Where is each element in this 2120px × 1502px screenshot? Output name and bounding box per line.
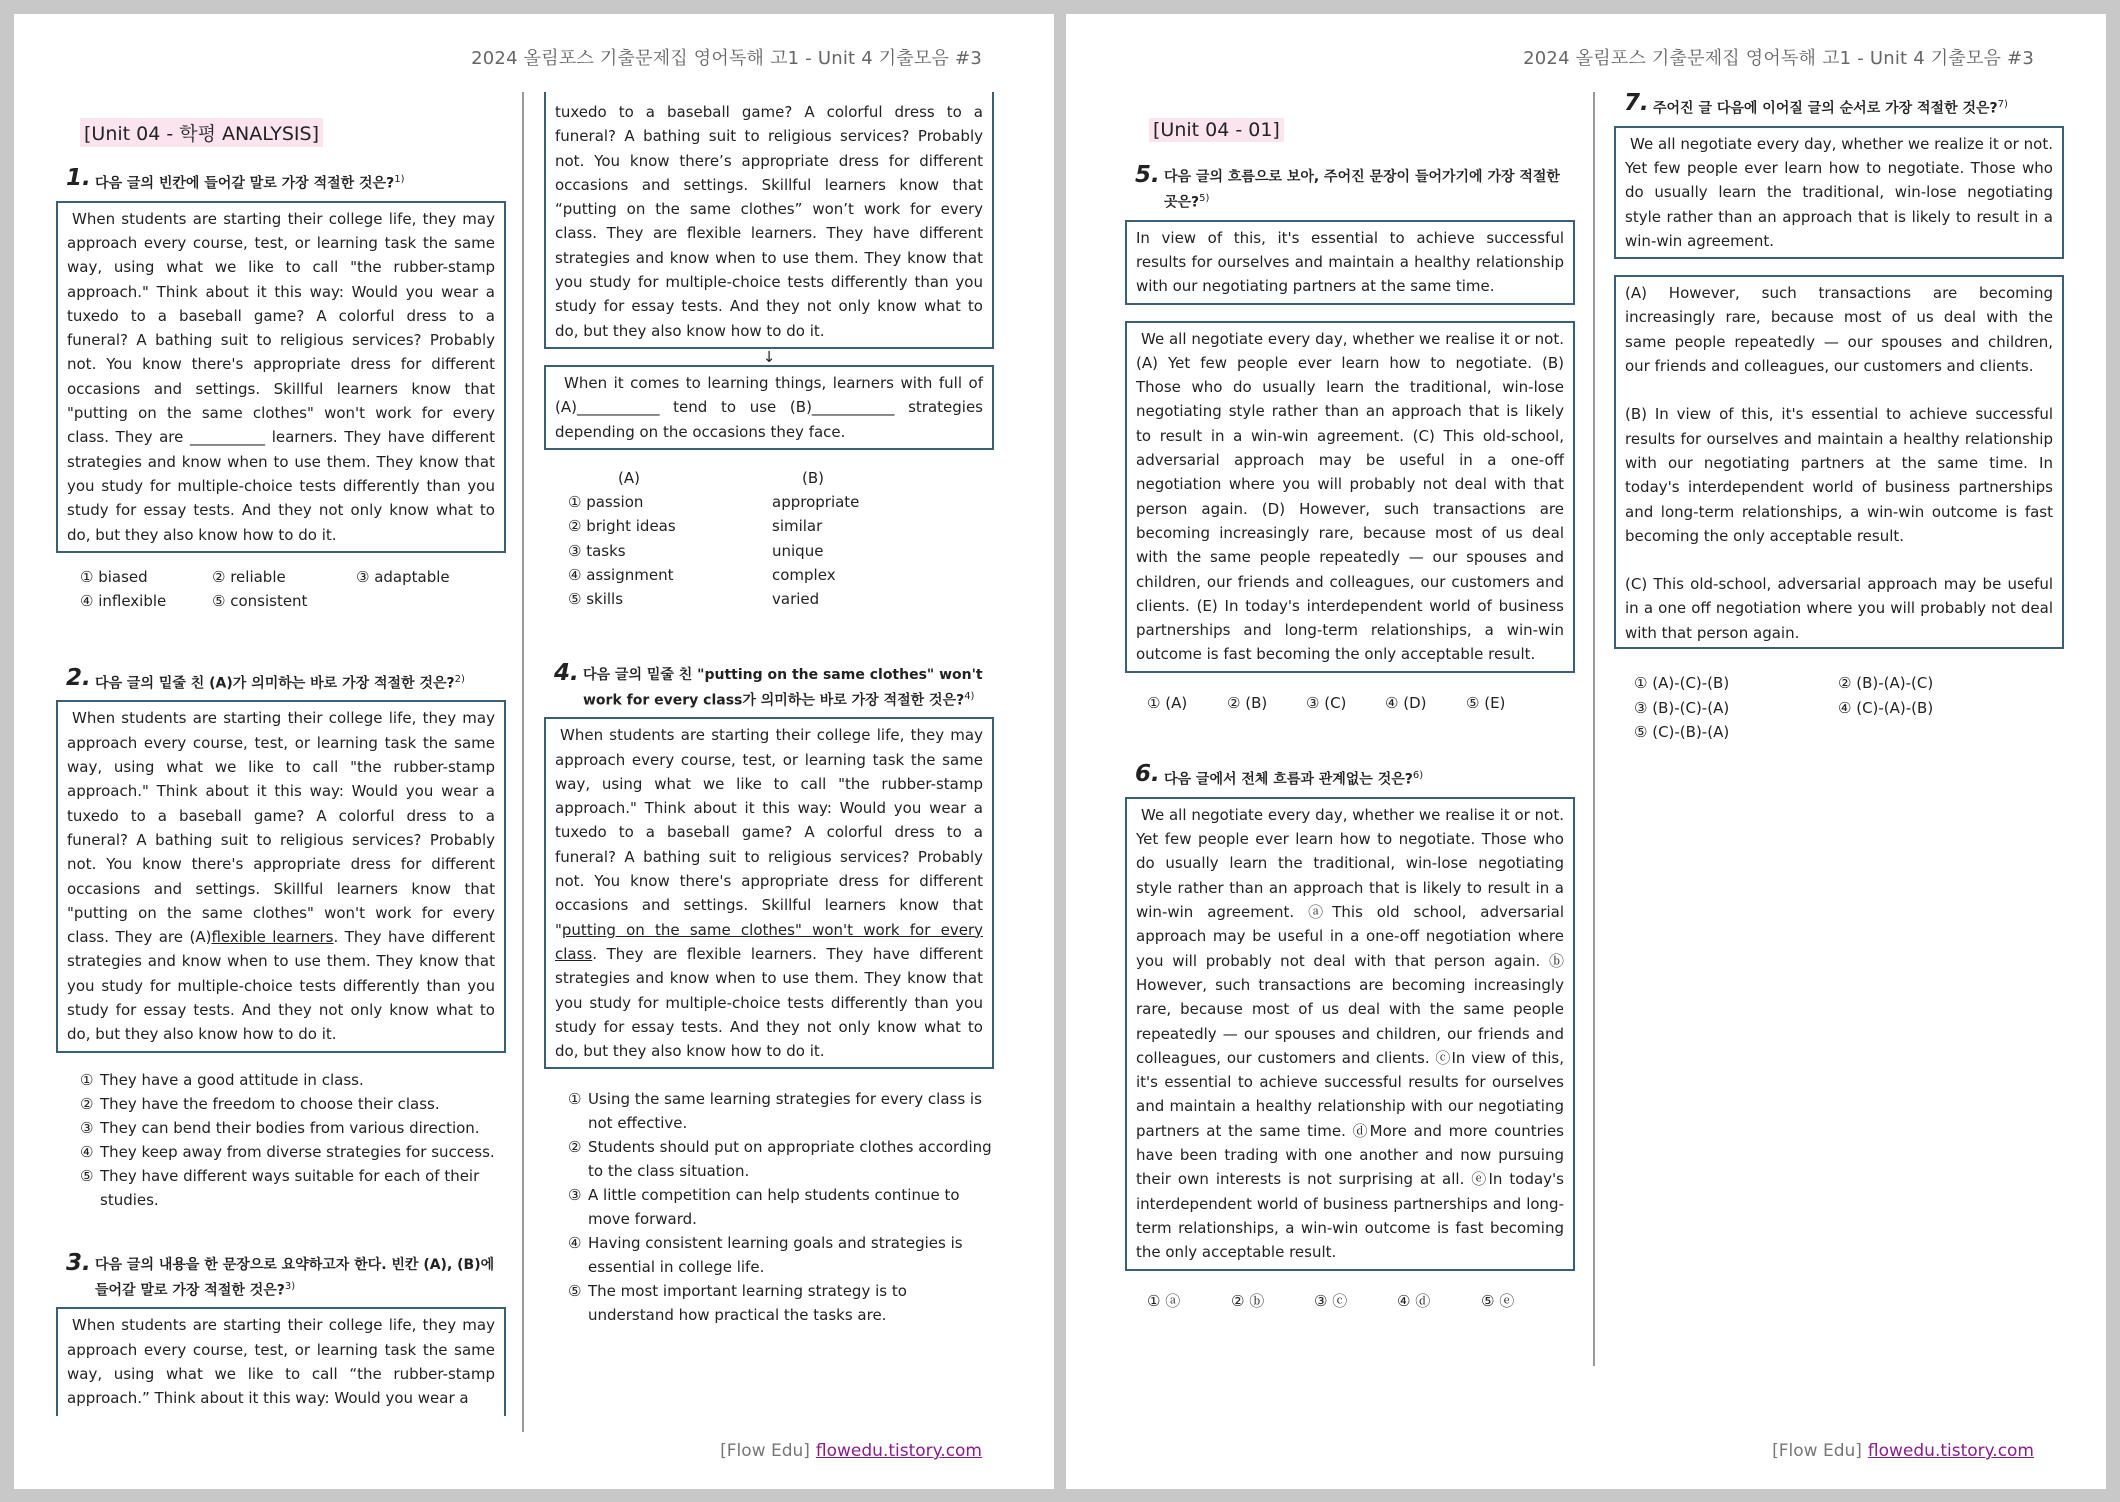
- footnote-mark: 1): [394, 174, 405, 185]
- option-5[interactable]: ⑤ They have different ways suitable for each of their studies.: [80, 1166, 480, 1209]
- choice-3[interactable]: ③ (B)-(C)-(A): [1634, 698, 1730, 717]
- page-right: [1066, 14, 2106, 1489]
- choice-4[interactable]: ④ (C)-(A)-(B): [1838, 698, 1934, 717]
- choice-3[interactable]: ③ (C): [1306, 693, 1347, 712]
- choice-5[interactable]: ⑤ (C)-(B)-(A): [1634, 723, 1730, 741]
- question-number: 6.: [1135, 761, 1160, 788]
- passage-box-continued: tuxedo to a baseball game? A colorful dress to a funeral? A bathing suit to religious services? Probably not. You know there’s appropriate dress for different occasions and settings. Skillful learners know that “putting on the same clothes” won’t work for every class. They are flexible learners. They have different strategies and know when to use them. They know that you study for multiple-choice tests differently than you study for essay tests. And they not only know what to do, but they also know how to do it.: [544, 92, 994, 349]
- page-left: [14, 14, 1054, 1489]
- question-number: 2.: [66, 664, 91, 691]
- answer-choices: [1614, 671, 2064, 745]
- question-7: [1614, 90, 2064, 120]
- choice-2[interactable]: ② (B)-(A)-(C): [1838, 674, 1934, 692]
- option-4[interactable]: ④ They keep away from diverse strategies for success.: [80, 1142, 495, 1161]
- footnote-mark: 4): [964, 690, 975, 702]
- question-6: [1125, 761, 1575, 791]
- question-1: [56, 165, 506, 195]
- question-prompt: 다음 글의 내용을 한 문장으로 요약하고자 한다. 빈칸 (A), (B)에 들어갈 말로 가장 적절한 것은?$^{3)}$: [95, 1256, 495, 1299]
- question-header: [66, 1249, 506, 1302]
- option-1[interactable]: ① They have a good attitude in class.: [80, 1070, 364, 1089]
- unit-title: [Unit 04 - 01]: [1149, 118, 1284, 142]
- question-header: [66, 165, 506, 195]
- summary-box: When it comes to learning things, learners with full of (A)___________ tend to use (B)___________ strategies depending on the occasions they face.: [544, 365, 994, 450]
- unit-title: [Unit 04 - 학평 ANALYSIS]: [80, 118, 323, 147]
- choice-1[interactable]: ① biased: [80, 567, 148, 586]
- arrow-down-icon: ↓: [762, 347, 776, 366]
- footnote-mark: 6): [1412, 770, 1424, 782]
- option-4[interactable]: ④ Having consistent learning goals and strategies is essential in college life.: [568, 1234, 963, 1277]
- question-3: [56, 1249, 506, 1302]
- given-passage-box: We all negotiate every day, whether we realize it or not. Yet few people ever learn how to negotiate. Those who do usually learn the traditional, win-lose negotiating style rather than an approach that is likely to result in a win-win agreement.: [1614, 126, 2064, 259]
- question-2: [56, 664, 506, 695]
- choice-1[interactable]: ① (A): [1147, 693, 1188, 712]
- footer-brand: [Flow Edu]: [1772, 1441, 1862, 1461]
- page-header: 2024 올림포스 기출문제집 영어독해 고1 - Unit 4 기출모음 #3: [1523, 48, 2034, 69]
- footer-brand: [Flow Edu]: [720, 1441, 810, 1461]
- passage-box: We all negotiate every day, whether we realise it or not. Yet few people ever learn how to negotiate. Those who do usually learn the traditional, win-lose negotiating style rather than an approach that is likely to result in a win-win agreement. ⓐThis old school, adversarial approach may be useful in a one-off negotiation where you will probably not deal with that person again. ⓑ However, such transactions are becoming increasingly rare, because most of us deal with the same people repeatedly — our spouses and children, our friends and colleagues, our customers and clients. ⓒIn view of this, it's essential to achieve successful results for ourselves and maintain a healthy relationship with our negotiating partners at the same time. ⓓMore and more countries have been trading with one another and now pursuing their own interests is not surprising at all. ⓔIn today's interdependent world of business partnerships and long-term relationships, a win-win outcome is fast becoming the only acceptable result.: [1125, 797, 1575, 1271]
- page-header: 2024 올림포스 기출문제집 영어독해 고1 - Unit 4 기출모음 #3: [471, 48, 982, 69]
- question-prompt: 다음 글의 밑줄 친 (A)가 의미하는 바로 가장 적절한 것은?$^{2)}$: [95, 673, 465, 692]
- choice-4[interactable]: ④ inflexible: [80, 592, 167, 611]
- option-3[interactable]: ③ A little competition can help students continue to move forward.: [568, 1186, 960, 1229]
- left-column: [1125, 118, 1575, 1313]
- page-footer: [1772, 1441, 2034, 1461]
- choice-4[interactable]: ④ ⓓ: [1397, 1291, 1431, 1310]
- question-4: [544, 659, 994, 712]
- question-header: [1135, 761, 1575, 791]
- right-column: [544, 92, 994, 1327]
- question-header: [554, 659, 994, 712]
- question-prompt: 다음 글의 흐름으로 보아, 주어진 문장이 들어가기에 가장 적절한 곳은?$^{5)}$: [1164, 169, 1560, 211]
- choice-3[interactable]: ③ adaptable: [356, 567, 450, 586]
- question-number: 5.: [1135, 162, 1160, 188]
- table-header: (A) (B): [618, 468, 824, 487]
- question-prompt: 다음 글의 밑줄 친 "putting on the same clothes" won't work for every class가 의미하는 바로 가장 적절한 것은?$^{4)}$: [583, 666, 983, 709]
- footnote-mark: 5): [1199, 193, 1210, 204]
- footnote-mark: 7): [1997, 99, 2008, 110]
- question-header: [1135, 162, 1575, 214]
- choice-2[interactable]: ② (B): [1227, 693, 1268, 712]
- choice-2[interactable]: ② ⓑ: [1231, 1291, 1265, 1310]
- choice-5[interactable]: ⑤ (E): [1466, 693, 1506, 712]
- question-prompt: 주어진 글 다음에 이어질 글의 순서로 가장 적절한 것은?$^{7)}$: [1653, 99, 2008, 117]
- footer-link[interactable]: flowedu.tistory.com: [815, 1441, 982, 1461]
- question-number: 1.: [66, 165, 91, 191]
- choice-4[interactable]: ④ (D): [1385, 693, 1427, 712]
- option-2[interactable]: ② Students should put on appropriate clothes according to the class situation.: [568, 1138, 992, 1181]
- passage-box: When students are starting their college life, they may approach every course, test, or learning task the same way, using what we like to call "the rubber-stamp approach." Think about it this way: Would you wear a tuxedo to a baseball game? A colorful dress to a funeral? A bathing suit to religious services? Probably not. You know there's appropriate dress for different occasions and settings. Skillful learners know that "putting on the same clothes" won't work for every class. They are (A)flexible learners. They have different strategies and know when to use them. They know that you study for multiple-choice tests differently than you study for essay tests. And they not only know what to do, but they also know how to do it.: [56, 700, 506, 1052]
- passage-box: When students are starting their college life, they may approach every course, test, or learning task the same way, using what we like to call “the rubber-stamp approach.” Think about it this way: Would you wear a: [56, 1307, 506, 1416]
- column-divider: [522, 92, 524, 1432]
- underlined-phrase: flexible learners: [211, 928, 334, 947]
- table-row[interactable]: ② bright ideas similar: [568, 517, 823, 536]
- table-row[interactable]: ① passion appropriate: [568, 493, 860, 512]
- option-1[interactable]: ① Using the same learning strategies for every class is not effective.: [568, 1090, 982, 1133]
- choice-1[interactable]: ① (A)-(C)-(B): [1634, 674, 1730, 692]
- question-prompt: 다음 글에서 전체 흐름과 관계없는 것은?$^{6)}$: [1164, 770, 1424, 788]
- answer-options: [56, 1068, 506, 1212]
- answer-choices: [56, 565, 506, 614]
- question-5: [1125, 162, 1575, 214]
- question-prompt: 다음 글의 빈칸에 들어갈 말로 가장 적절한 것은?$^{1)}$: [95, 174, 405, 192]
- footer-link[interactable]: flowedu.tistory.com: [1867, 1441, 2034, 1461]
- answer-choices: [1125, 691, 1575, 716]
- question-number: 3.: [66, 1249, 91, 1276]
- option-5[interactable]: ⑤ The most important learning strategy is to understand how practical the tasks are.: [568, 1282, 907, 1325]
- answer-choices: [1125, 1289, 1575, 1314]
- choice-5[interactable]: ⑤ ⓔ: [1481, 1291, 1515, 1310]
- choice-3[interactable]: ③ ⓒ: [1314, 1291, 1348, 1310]
- table-row[interactable]: ④ assignment complex: [568, 566, 836, 585]
- table-row[interactable]: ⑤ skills varied: [568, 590, 820, 609]
- part-c: (C) This old-school, adversarial approach may be useful in a one off negotiation where you will probably not deal with that person again.: [1625, 575, 2053, 642]
- choice-1[interactable]: ① ⓐ: [1147, 1291, 1181, 1310]
- option-2[interactable]: ② They have the freedom to choose their class.: [80, 1094, 440, 1113]
- page-footer: [720, 1441, 982, 1461]
- given-sentence-box: In view of this, it's essential to achieve successful results for ourselves and maintain a healthy relationship with our negotiating partners at the same time.: [1125, 220, 1575, 305]
- footnote-mark: 3): [284, 1280, 296, 1292]
- part-a: (A) However, such transactions are becoming increasingly rare, because most of us deal with the same people repeatedly — our spouses and children, our friends and colleagues, our customers and clients.: [1625, 284, 2053, 376]
- order-parts-box: [1614, 275, 2064, 649]
- footnote-mark: 2): [454, 673, 465, 685]
- choice-5[interactable]: ⑤ consistent: [212, 592, 308, 611]
- question-number: 7.: [1624, 90, 1649, 116]
- question-header: [66, 664, 506, 695]
- underlined-phrase: putting on the same clothes" won't work for every class: [555, 920, 983, 963]
- left-column: [56, 118, 506, 1416]
- question-number: 4.: [554, 659, 579, 686]
- answer-options: [544, 1087, 994, 1327]
- table-row[interactable]: ③ tasks unique: [568, 541, 824, 560]
- column-divider: [1593, 92, 1595, 1366]
- right-column: [1614, 90, 2064, 745]
- choice-2[interactable]: ② reliable: [212, 567, 286, 586]
- option-3[interactable]: ③ They can bend their bodies from various direction.: [80, 1118, 480, 1137]
- passage-box: When students are starting their college life, they may approach every course, test, or learning task the same way, using what we like to call "the rubber-stamp approach." Think about it this way: Would you wear a tuxedo to a baseball game? A colorful dress to a funeral? A bathing suit to religious services? Probably not. You know there's appropriate dress for different occasions and settings. Skillful learners know that "putting on the same clothes" won't work for every class. They are __________ learners. They have different strategies and know when to use them. They know that you study for multiple-choice tests differently than you study for essay tests. And they not only know what to do, but they also know how to do it.: [56, 201, 506, 553]
- answer-table: [544, 466, 994, 612]
- passage-box: We all negotiate every day, whether we realise it or not. (A) Yet few people ever learn how to negotiate. (B) Those who do usually learn the traditional, win-lose negotiating style rather than an approach that is likely to result in a win-win agreement. (C) This old-school, adversarial approach may be useful in a one-off negotiation where you will probably not deal with that person again. (D) However, such transactions are becoming increasingly rare, because most of us deal with the same people repeatedly — our spouses and children, our friends and colleagues, our customers and clients. (E) In today's interdependent world of business partnerships and long-term relationships, a win-win outcome is fast becoming the only acceptable result.: [1125, 321, 1575, 673]
- question-header: [1624, 90, 2064, 120]
- passage-box: When students are starting their college life, they may approach every course, test, or learning task the same way, using what we like to call "the rubber-stamp approach." Think about it this way: Would you wear a tuxedo to a baseball game? A colorful dress to a funeral? A bathing suit to religious services? Probably not. You know there's appropriate dress for different occasions and settings. Skillful learners know that "putting on the same clothes" won't work for every class. They are flexible learners. They have different strategies and know when to use them. They know that you study for multiple-choice tests differently than you study for essay tests. And they not only know what to do, but they also know how to do it.: [544, 717, 994, 1069]
- part-b: (B) In view of this, it's essential to achieve successful results for ourselves and maintain a healthy relationship with our negotiating partners at the same time. In today's interdependent world of business partnerships and long-term relationships, a win-win outcome is fast becoming the only acceptable result.: [1625, 405, 2053, 545]
